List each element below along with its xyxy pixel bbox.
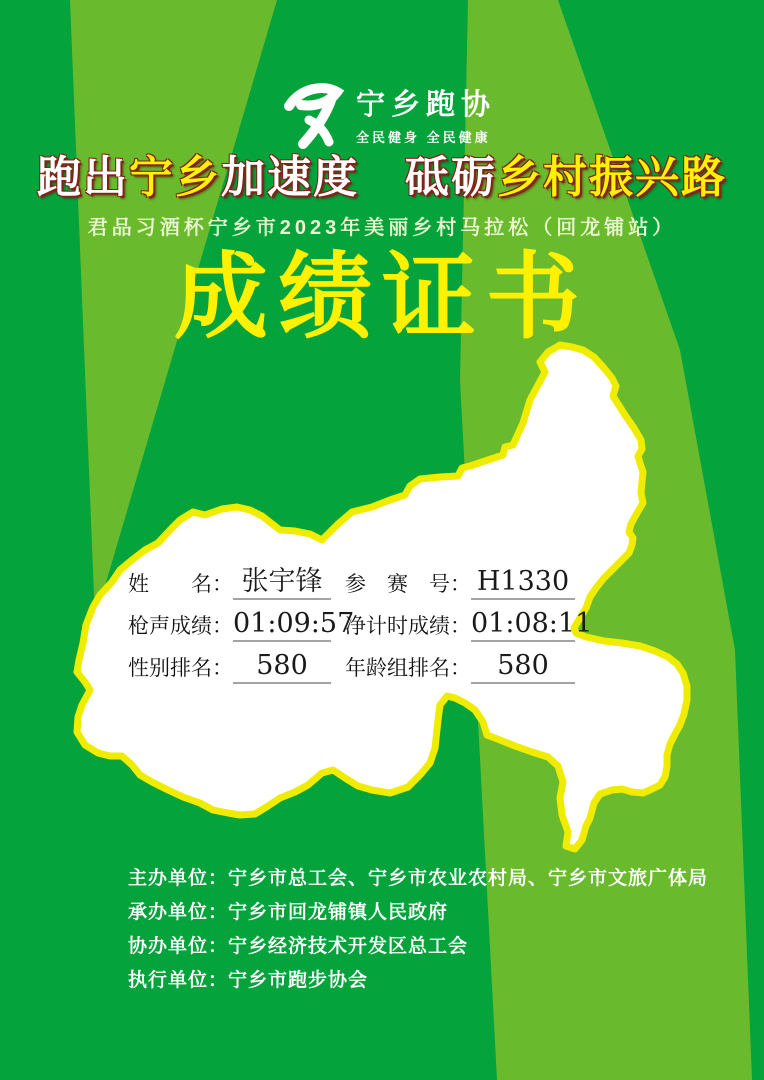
executor-line [128, 964, 708, 998]
age-group-rank-value: 580 [471, 650, 575, 684]
gender-rank-label: 性别排名： [128, 657, 233, 680]
age-group-rank-label: 年龄组排名： [345, 657, 471, 680]
co-organizer-line [128, 930, 708, 964]
undertaker-line [128, 896, 708, 930]
logo-org-name: 宁乡跑协 [356, 89, 497, 121]
gun-time-value: 01:09:57 [233, 608, 331, 642]
form-row-ranks [128, 648, 648, 684]
event-subtitle: 君品习酒杯宁乡市2023年美丽乡村马拉松（回龙铺站） [87, 217, 677, 239]
co-organizer-label: 协办单位： [128, 936, 229, 957]
host-label: 主办单位： [128, 868, 229, 889]
logo [282, 82, 496, 152]
executor-label: 执行单位： [128, 970, 229, 991]
host-value: 宁乡市总工会、宁乡市农业农村局、宁乡市文旅广体局 [228, 868, 709, 889]
result-form [128, 564, 648, 690]
organizer-block [128, 862, 708, 998]
logo-tagline: 全民健身 全民健康 [356, 130, 491, 145]
net-time-value: 01:08:11 [471, 608, 575, 642]
gender-rank-value: 580 [233, 650, 331, 684]
name-value: 张宇锋 [233, 566, 331, 600]
slogan [0, 152, 764, 204]
slogan-seg-4: 砥砺 [405, 153, 497, 202]
runner-icon [282, 82, 348, 152]
slogan-seg-5: 乡村振兴路 [497, 153, 727, 202]
slogan-seg-3: 加速度 [221, 153, 359, 202]
co-organizer-value: 宁乡经济技术开发区总工会 [228, 936, 469, 957]
host-line [128, 862, 708, 896]
bib-label: 参 赛 号： [345, 573, 471, 596]
slogan-seg-2: 宁乡 [129, 153, 221, 202]
executor-value: 宁乡市跑步协会 [228, 970, 369, 991]
slogan-spacer [359, 153, 405, 202]
bib-value: H1330 [471, 566, 575, 600]
certificate-title: 成绩证书 [173, 244, 590, 349]
gun-time-label: 枪声成绩： [128, 615, 233, 638]
undertaker-value: 宁乡市回龙铺镇人民政府 [228, 902, 449, 923]
undertaker-label: 承办单位： [128, 902, 229, 923]
form-row-times [128, 606, 648, 642]
form-row-name-bib [128, 564, 648, 600]
net-time-label: 净计时成绩： [345, 615, 471, 638]
slogan-seg-1: 跑出 [37, 153, 129, 202]
name-label: 姓 名： [128, 573, 233, 596]
